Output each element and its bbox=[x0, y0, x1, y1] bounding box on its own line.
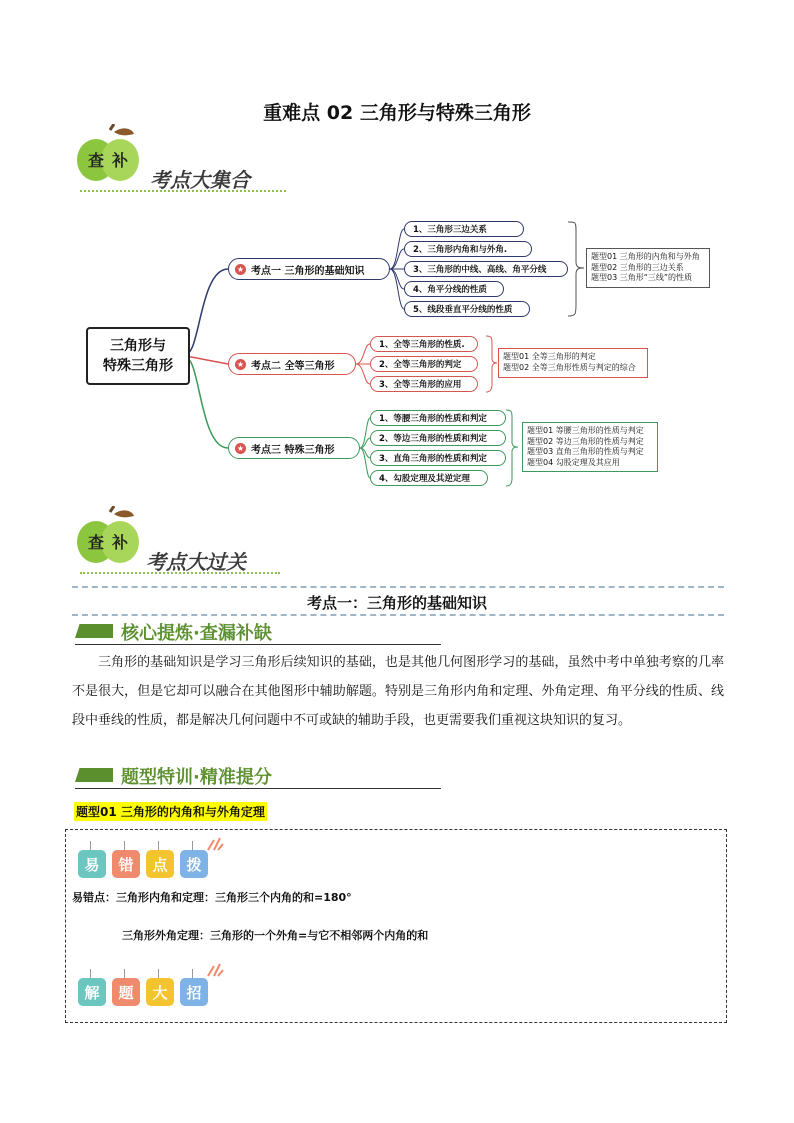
apple-char: 查 bbox=[87, 151, 105, 170]
leaf-item: 5、线段垂直平分线的性质 bbox=[404, 301, 530, 317]
star-icon: ★ bbox=[236, 443, 245, 453]
summary-line: 题型01 三角形的内角和与外角 bbox=[591, 252, 700, 261]
summary-line: 题型01 全等三角形的判定 bbox=[503, 352, 596, 361]
core-banner-text: 核心提炼·查漏补缺 bbox=[121, 623, 272, 644]
tile-char: 大 bbox=[146, 978, 174, 1006]
section-heading: 考点一：三角形的基础知识 bbox=[306, 594, 487, 612]
leaf-item: 1、等腰三角形的性质和判定 bbox=[370, 410, 506, 426]
leaf-item: 4、角平分线的性质 bbox=[404, 281, 504, 297]
summary-line: 题型03 三角形“三线”的性质 bbox=[591, 273, 693, 282]
document-title: 重难点 02 三角形与特殊三角形 bbox=[263, 102, 531, 124]
topic-basics bbox=[228, 258, 390, 280]
star-icon: ★ bbox=[236, 359, 245, 369]
topic-label: 考点一 三角形的基础知识 bbox=[251, 265, 365, 277]
section-divider bbox=[72, 586, 724, 588]
apple-char: 补 bbox=[111, 151, 129, 170]
summary-line: 题型02 三角形的三边关系 bbox=[591, 262, 684, 272]
banner-underline bbox=[75, 788, 441, 789]
leaf-item: 2、三角形内角和与外角. bbox=[404, 241, 532, 257]
tile-char: 解 bbox=[78, 978, 106, 1006]
intro-paragraph: 三角形的基础知识是学习三角形后续知识的基础，也是其他几何图形学习的基础，虽然中考中单独考察的几率不是很大，但是它却可以融合在其他图形中辅助解题。特别是三角形内角和定理、外角定理、角平分线的性质、线段中垂线的性质，都是解决几何问题中不可或缺的辅助手段，也更需要我们重视这块知识的复习。 bbox=[72, 655, 724, 728]
summary-box-basics bbox=[586, 248, 710, 288]
section-divider bbox=[72, 614, 724, 616]
summary-line: 题型02 等边三角形的性质与判定 bbox=[527, 436, 644, 446]
leaf-item: 3、三角形的中线、高线、角平分线 bbox=[404, 261, 568, 277]
leaf-item: 2、等边三角形的性质和判定 bbox=[370, 430, 506, 446]
summary-line: 题型04 勾股定理及其应用 bbox=[527, 457, 620, 467]
tip-line-1: 易错点：三角形内角和定理：三角形三个内角的和=180° bbox=[72, 891, 352, 904]
tile-char: 点 bbox=[146, 850, 174, 878]
star-icon: ★ bbox=[236, 264, 245, 274]
root-line-2: 特殊三角形 bbox=[103, 358, 173, 374]
banner-flag-icon bbox=[75, 624, 113, 638]
practice-banner bbox=[75, 764, 441, 790]
summary-line: 题型01 等腰三角形的性质与判定 bbox=[527, 426, 644, 435]
leaf-item: 3、全等三角形的应用 bbox=[370, 376, 478, 392]
summary-box-special bbox=[522, 422, 658, 472]
topic-congruent bbox=[228, 353, 356, 375]
topic-label: 考点二 全等三角形 bbox=[251, 360, 335, 372]
tile-char: 拨 bbox=[180, 850, 208, 878]
tile-char: 题 bbox=[112, 978, 140, 1006]
banner-kaodian-daji: 考点大集合 bbox=[150, 168, 250, 192]
sparkle-icon bbox=[206, 836, 224, 852]
leaf-item: 2、全等三角形的判定 bbox=[370, 356, 478, 372]
banner-underline bbox=[80, 572, 280, 574]
practice-banner-text: 题型特训·精准提分 bbox=[121, 767, 272, 788]
topic-special bbox=[228, 437, 360, 459]
summary-line: 题型03 直角三角形的性质与判定 bbox=[527, 447, 644, 456]
sparkle-icon bbox=[206, 962, 224, 978]
apple-badge-icon bbox=[76, 506, 140, 566]
tile-char: 易 bbox=[78, 850, 106, 878]
banner-underline bbox=[75, 644, 441, 645]
summary-box-congruent bbox=[498, 348, 648, 378]
type-label: 题型01 三角形的内角和与外角定理 bbox=[74, 802, 267, 821]
apple-char: 查 bbox=[87, 533, 105, 552]
tile-char: 招 bbox=[180, 978, 208, 1006]
core-banner bbox=[75, 620, 441, 646]
tile-char: 错 bbox=[112, 850, 140, 878]
mindmap-root bbox=[86, 327, 190, 385]
topic-label: 考点三 特殊三角形 bbox=[251, 444, 335, 456]
tip-line-2: 三角形外角定理：三角形的一个外角=与它不相邻两个内角的和 bbox=[122, 929, 429, 942]
leaf-item: 1、全等三角形的性质. bbox=[370, 336, 478, 352]
banner-flag-icon bbox=[75, 768, 113, 782]
banner-kaodian-guoguan: 考点大过关 bbox=[146, 550, 246, 574]
summary-line: 题型02 全等三角形性质与判定的综合 bbox=[503, 362, 636, 372]
root-line-1: 三角形与 bbox=[110, 338, 166, 354]
leaf-item: 1、三角形三边关系 bbox=[404, 221, 524, 237]
leaf-item: 3、直角三角形的性质和判定 bbox=[370, 450, 506, 466]
leaf-item: 4、勾股定理及其逆定理 bbox=[370, 470, 488, 486]
apple-char: 补 bbox=[111, 533, 129, 552]
